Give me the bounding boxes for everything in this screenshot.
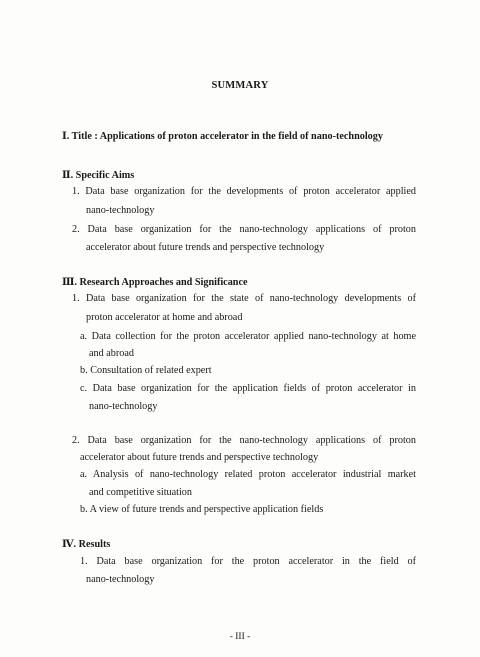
- aim-2-line-2: accelerator about future trends and perspective technology: [86, 242, 325, 253]
- approach-1c-line-2: nano-technology: [89, 401, 158, 412]
- approach-2a-line-1: a. Analysis of nano-technology related proton accelerator industrial market: [80, 469, 416, 480]
- section-1-heading: Ⅰ. Title : Applications of proton accelerator in the field of nano-technology: [62, 131, 383, 142]
- section-3-heading: Ⅲ. Research Approaches and Significance: [62, 277, 248, 288]
- approach-1a-line-2: and abroad: [89, 348, 134, 359]
- approach-1-line-1: 1. Data base organization for the state of nano-technology developments of: [72, 293, 416, 304]
- approach-2b-line-1: b. A view of future trends and perspective application fields: [80, 504, 324, 515]
- approach-1b-line-1: b. Consultation of related expert: [80, 365, 212, 376]
- page-number: - III -: [229, 632, 251, 642]
- approach-2a-line-2: and competitive situation: [89, 487, 192, 498]
- aim-1-line-1: 1. Data base organization for the developments of proton accelerator applied: [72, 186, 416, 197]
- aim-2-line-1: 2. Data base organization for the nano-technology applications of proton: [72, 224, 416, 235]
- result-1-line-2: nano-technology: [86, 574, 155, 585]
- approach-1-line-2: proton accelerator at home and abroad: [86, 312, 243, 323]
- result-1-line-1: 1. Data base organization for the proton accelerator in the field of: [80, 556, 416, 567]
- approach-1c-line-1: c. Data base organization for the application fields of proton accelerator in: [80, 383, 416, 394]
- approach-1a-line-1: a. Data collection for the proton accelerator applied nano-technology at home: [80, 331, 416, 342]
- section-2-heading: Ⅱ. Specific Aims: [62, 170, 135, 181]
- approach-2-line-2: accelerator about future trends and perspective technology: [80, 452, 319, 463]
- aim-1-line-2: nano-technology: [86, 205, 155, 216]
- approach-2-line-1: 2. Data base organization for the nano-technology applications of proton: [72, 435, 416, 446]
- page-title: SUMMARY: [211, 80, 269, 91]
- section-4-heading: Ⅳ. Results: [62, 539, 111, 550]
